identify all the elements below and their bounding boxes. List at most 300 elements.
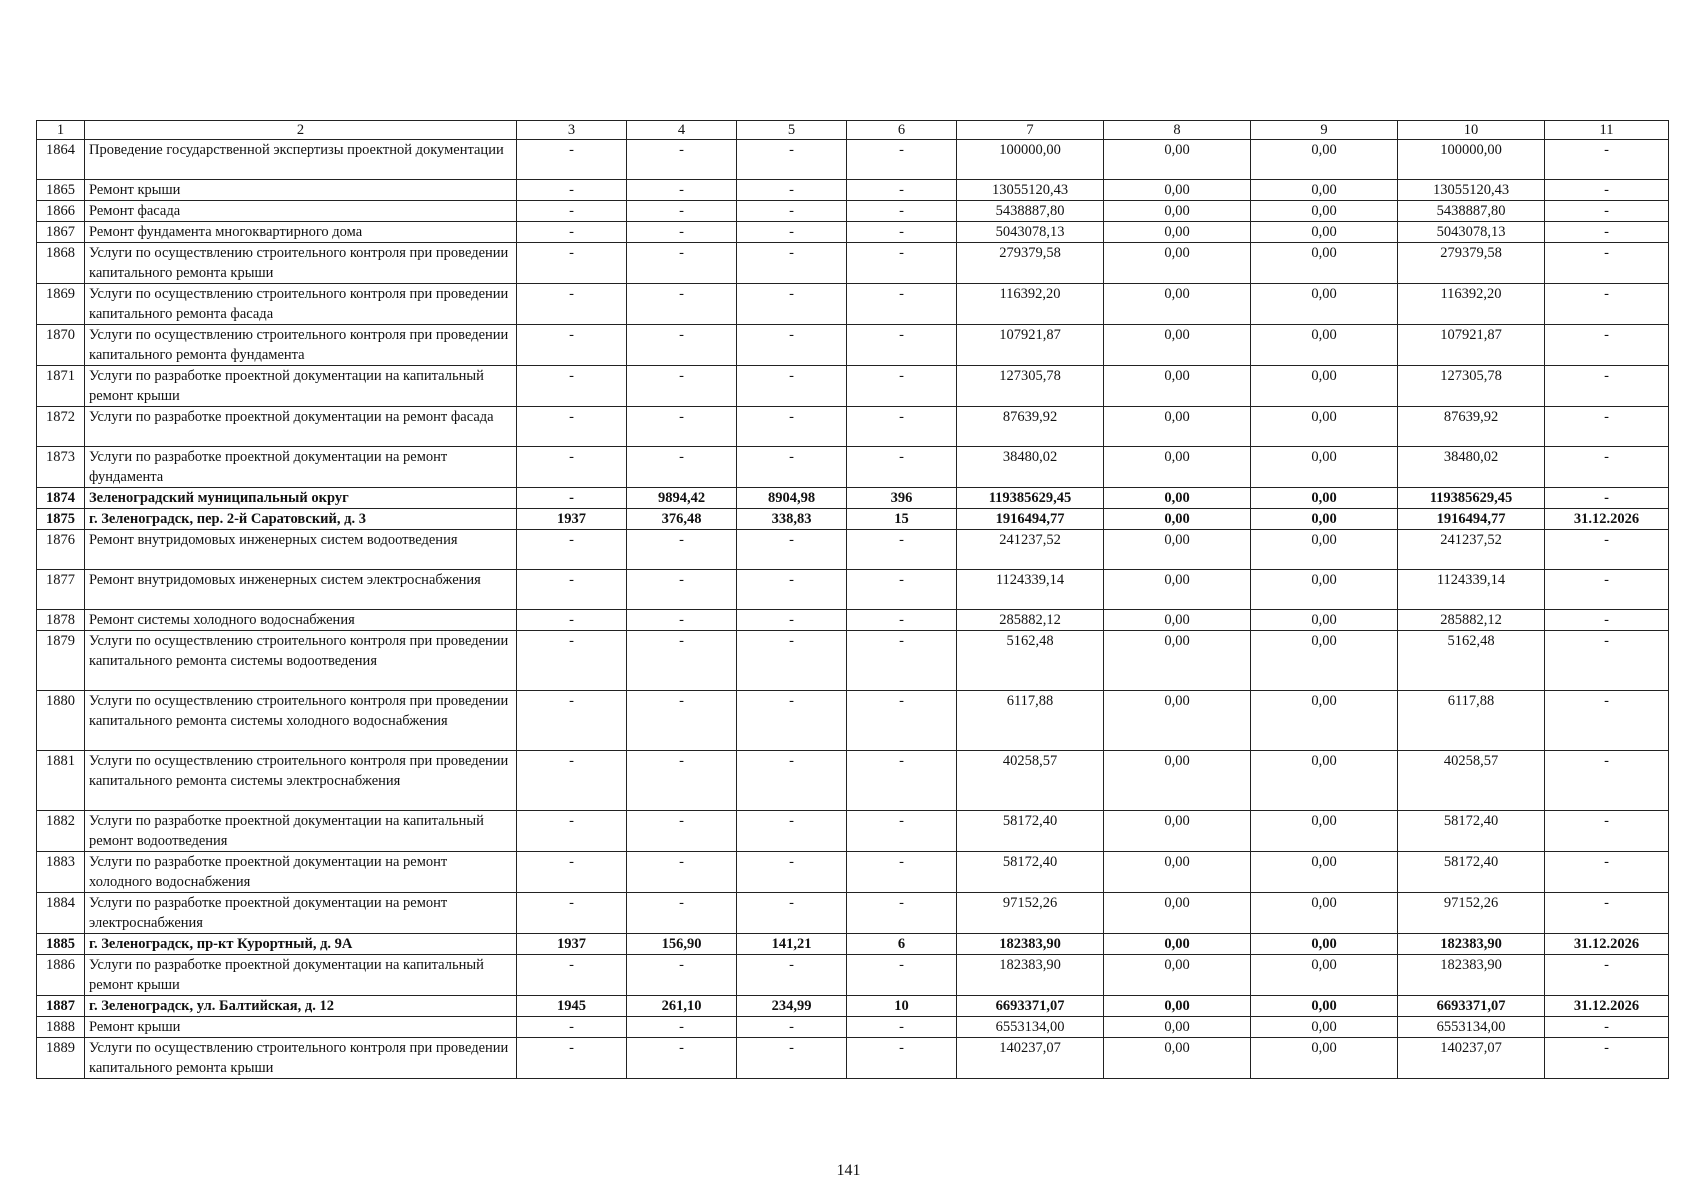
row-number: 1874: [37, 488, 85, 509]
row-number: 1887: [37, 996, 85, 1017]
table-row: [37, 140, 1669, 180]
col-9-amount: 0,00: [1251, 447, 1398, 488]
col-10-amount: 38480,02: [1398, 447, 1545, 488]
table-row: [37, 284, 1669, 325]
col-6-value: 15: [847, 509, 957, 530]
col-7-amount: 279379,58: [957, 243, 1104, 284]
col-11-deadline: -: [1545, 407, 1669, 447]
col-6-value: -: [847, 1017, 957, 1038]
table-row-group: [37, 934, 1669, 955]
col-5-value: -: [737, 1017, 847, 1038]
row-description: Ремонт крыши: [85, 1017, 517, 1038]
col-10-amount: 241237,52: [1398, 530, 1545, 570]
col-5-value: -: [737, 852, 847, 893]
col-9-amount: 0,00: [1251, 407, 1398, 447]
col-7-amount: 38480,02: [957, 447, 1104, 488]
col-5-value: 141,21: [737, 934, 847, 955]
col-8-amount: 0,00: [1104, 222, 1251, 243]
col-7-amount: 6693371,07: [957, 996, 1104, 1017]
col-11-deadline: -: [1545, 180, 1669, 201]
col-5-value: -: [737, 751, 847, 811]
col-7-amount: 182383,90: [957, 934, 1104, 955]
row-description: Услуги по разработке проектной документации на капитальный ремонт водоотведения: [85, 811, 517, 852]
col-11-deadline: -: [1545, 811, 1669, 852]
col-8-amount: 0,00: [1104, 893, 1251, 934]
col-6-value: -: [847, 447, 957, 488]
col-8-amount: 0,00: [1104, 751, 1251, 811]
col-11-deadline: -: [1545, 852, 1669, 893]
row-number: 1866: [37, 201, 85, 222]
col-10-amount: 116392,20: [1398, 284, 1545, 325]
row-number: 1879: [37, 631, 85, 691]
col-5-value: -: [737, 180, 847, 201]
table-row: [37, 751, 1669, 811]
col-4-value: 9894,42: [627, 488, 737, 509]
col-8-amount: 0,00: [1104, 934, 1251, 955]
col-3-value: -: [517, 1017, 627, 1038]
col-7-amount: 182383,90: [957, 955, 1104, 996]
col-7-amount: 241237,52: [957, 530, 1104, 570]
col-7-amount: 5438887,80: [957, 201, 1104, 222]
col-8-amount: 0,00: [1104, 1017, 1251, 1038]
col-5-value: -: [737, 222, 847, 243]
table-row-group: [37, 488, 1669, 509]
col-9-amount: 0,00: [1251, 201, 1398, 222]
col-10-amount: 13055120,43: [1398, 180, 1545, 201]
col-5-value: 8904,98: [737, 488, 847, 509]
col-8-amount: 0,00: [1104, 996, 1251, 1017]
col-6-value: -: [847, 325, 957, 366]
col-11-deadline: -: [1545, 751, 1669, 811]
col-7-amount: 87639,92: [957, 407, 1104, 447]
col-11-deadline: -: [1545, 955, 1669, 996]
row-description: Ремонт фасада: [85, 201, 517, 222]
col-11-deadline: 31.12.2026: [1545, 996, 1669, 1017]
row-description: Услуги по осуществлению строительного контроля при проведении капитального ремонта системы электроснабжения: [85, 751, 517, 811]
col-6-value: -: [847, 1038, 957, 1079]
table-row: [37, 570, 1669, 610]
col-11-deadline: -: [1545, 222, 1669, 243]
col-3-value: -: [517, 570, 627, 610]
table-row: [37, 1017, 1669, 1038]
col-9-amount: 0,00: [1251, 955, 1398, 996]
row-number: 1886: [37, 955, 85, 996]
col-3-value: -: [517, 811, 627, 852]
col-9-amount: 0,00: [1251, 893, 1398, 934]
row-description: Ремонт внутридомовых инженерных систем водоотведения: [85, 530, 517, 570]
header-col-5: 5: [737, 121, 847, 140]
col-7-amount: 58172,40: [957, 811, 1104, 852]
row-number: 1877: [37, 570, 85, 610]
row-description: Услуги по разработке проектной документации на капитальный ремонт крыши: [85, 955, 517, 996]
col-9-amount: 0,00: [1251, 530, 1398, 570]
col-9-amount: 0,00: [1251, 140, 1398, 180]
row-number: 1873: [37, 447, 85, 488]
col-11-deadline: 31.12.2026: [1545, 509, 1669, 530]
col-6-value: -: [847, 530, 957, 570]
row-description: Проведение государственной экспертизы проектной документации: [85, 140, 517, 180]
col-4-value: 156,90: [627, 934, 737, 955]
col-10-amount: 1916494,77: [1398, 509, 1545, 530]
col-10-amount: 6553134,00: [1398, 1017, 1545, 1038]
col-10-amount: 279379,58: [1398, 243, 1545, 284]
row-number: 1869: [37, 284, 85, 325]
col-10-amount: 100000,00: [1398, 140, 1545, 180]
col-10-amount: 1124339,14: [1398, 570, 1545, 610]
table-row: [37, 610, 1669, 631]
col-7-amount: 58172,40: [957, 852, 1104, 893]
col-8-amount: 0,00: [1104, 407, 1251, 447]
row-number: 1865: [37, 180, 85, 201]
col-10-amount: 182383,90: [1398, 934, 1545, 955]
col-11-deadline: -: [1545, 447, 1669, 488]
col-4-value: 261,10: [627, 996, 737, 1017]
col-5-value: -: [737, 243, 847, 284]
col-5-value: -: [737, 201, 847, 222]
table-row: [37, 893, 1669, 934]
col-10-amount: 127305,78: [1398, 366, 1545, 407]
table-row: [37, 366, 1669, 407]
col-8-amount: 0,00: [1104, 570, 1251, 610]
col-10-amount: 285882,12: [1398, 610, 1545, 631]
table-row-group: [37, 509, 1669, 530]
row-number: 1867: [37, 222, 85, 243]
header-col-2: 2: [85, 121, 517, 140]
row-description: Ремонт крыши: [85, 180, 517, 201]
col-8-amount: 0,00: [1104, 366, 1251, 407]
col-10-amount: 107921,87: [1398, 325, 1545, 366]
col-8-amount: 0,00: [1104, 631, 1251, 691]
table-row: [37, 407, 1669, 447]
col-3-value: -: [517, 243, 627, 284]
row-description: Услуги по осуществлению строительного контроля при проведении капитального ремонта крыши: [85, 243, 517, 284]
col-5-value: -: [737, 631, 847, 691]
col-7-amount: 5043078,13: [957, 222, 1104, 243]
col-11-deadline: 31.12.2026: [1545, 934, 1669, 955]
row-number: 1875: [37, 509, 85, 530]
header-col-10: 10: [1398, 121, 1545, 140]
table-row: [37, 691, 1669, 751]
col-6-value: -: [847, 243, 957, 284]
col-4-value: 376,48: [627, 509, 737, 530]
row-description: Услуги по осуществлению строительного контроля при проведении капитального ремонта фасада: [85, 284, 517, 325]
col-6-value: -: [847, 284, 957, 325]
table-row: [37, 955, 1669, 996]
row-number: 1882: [37, 811, 85, 852]
col-9-amount: 0,00: [1251, 934, 1398, 955]
col-10-amount: 5162,48: [1398, 631, 1545, 691]
table-row: [37, 243, 1669, 284]
col-11-deadline: -: [1545, 1038, 1669, 1079]
col-7-amount: 5162,48: [957, 631, 1104, 691]
table-row: [37, 447, 1669, 488]
table-header: [37, 121, 1669, 140]
row-number: 1881: [37, 751, 85, 811]
row-description: Услуги по осуществлению строительного контроля при проведении капитального ремонта системы водоотведения: [85, 631, 517, 691]
col-3-value: -: [517, 530, 627, 570]
col-7-amount: 97152,26: [957, 893, 1104, 934]
col-6-value: -: [847, 180, 957, 201]
row-description: Услуги по разработке проектной документации на ремонт электроснабжения: [85, 893, 517, 934]
header-col-4: 4: [627, 121, 737, 140]
row-number: 1889: [37, 1038, 85, 1079]
col-6-value: -: [847, 201, 957, 222]
works-table: [36, 120, 1669, 1079]
col-3-value: -: [517, 610, 627, 631]
col-3-value: -: [517, 488, 627, 509]
col-11-deadline: -: [1545, 488, 1669, 509]
col-4-value: -: [627, 893, 737, 934]
col-8-amount: 0,00: [1104, 955, 1251, 996]
row-number: 1888: [37, 1017, 85, 1038]
col-4-value: -: [627, 631, 737, 691]
row-number: 1870: [37, 325, 85, 366]
header-col-7: 7: [957, 121, 1104, 140]
col-10-amount: 6693371,07: [1398, 996, 1545, 1017]
col-5-value: -: [737, 893, 847, 934]
table-row: [37, 180, 1669, 201]
page-number: 141: [836, 1162, 861, 1179]
col-8-amount: 0,00: [1104, 243, 1251, 284]
col-4-value: -: [627, 243, 737, 284]
row-number: 1876: [37, 530, 85, 570]
col-8-amount: 0,00: [1104, 811, 1251, 852]
row-description: г. Зеленоградск, ул. Балтийская, д. 12: [85, 996, 517, 1017]
row-description: Ремонт внутридомовых инженерных систем электроснабжения: [85, 570, 517, 610]
col-8-amount: 0,00: [1104, 180, 1251, 201]
col-7-amount: 40258,57: [957, 751, 1104, 811]
col-9-amount: 0,00: [1251, 366, 1398, 407]
col-4-value: -: [627, 407, 737, 447]
col-7-amount: 6553134,00: [957, 1017, 1104, 1038]
col-6-value: -: [847, 140, 957, 180]
table-row: [37, 222, 1669, 243]
col-8-amount: 0,00: [1104, 201, 1251, 222]
col-9-amount: 0,00: [1251, 996, 1398, 1017]
col-9-amount: 0,00: [1251, 243, 1398, 284]
col-6-value: 396: [847, 488, 957, 509]
col-7-amount: 285882,12: [957, 610, 1104, 631]
row-number: 1884: [37, 893, 85, 934]
col-10-amount: 97152,26: [1398, 893, 1545, 934]
row-number: 1868: [37, 243, 85, 284]
col-6-value: -: [847, 610, 957, 631]
col-5-value: -: [737, 811, 847, 852]
col-3-value: -: [517, 140, 627, 180]
col-3-value: -: [517, 325, 627, 366]
col-5-value: -: [737, 530, 847, 570]
row-number: 1883: [37, 852, 85, 893]
col-9-amount: 0,00: [1251, 222, 1398, 243]
col-9-amount: 0,00: [1251, 325, 1398, 366]
col-9-amount: 0,00: [1251, 1017, 1398, 1038]
col-4-value: -: [627, 140, 737, 180]
col-6-value: -: [847, 852, 957, 893]
col-3-value: -: [517, 447, 627, 488]
col-11-deadline: -: [1545, 366, 1669, 407]
row-description: г. Зеленоградск, пер. 2-й Саратовский, д. 3: [85, 509, 517, 530]
table-row: [37, 631, 1669, 691]
table-row: [37, 325, 1669, 366]
col-11-deadline: -: [1545, 1017, 1669, 1038]
row-number: 1872: [37, 407, 85, 447]
col-6-value: -: [847, 955, 957, 996]
header-col-3: 3: [517, 121, 627, 140]
table-row: [37, 852, 1669, 893]
row-number: 1885: [37, 934, 85, 955]
row-description: Услуги по разработке проектной документации на ремонт фасада: [85, 407, 517, 447]
col-3-value: -: [517, 180, 627, 201]
row-description: Услуги по осуществлению строительного контроля при проведении капитального ремонта системы холодного водоснабжения: [85, 691, 517, 751]
col-5-value: -: [737, 407, 847, 447]
col-11-deadline: -: [1545, 893, 1669, 934]
col-8-amount: 0,00: [1104, 284, 1251, 325]
col-11-deadline: -: [1545, 243, 1669, 284]
col-5-value: -: [737, 366, 847, 407]
table-row: [37, 201, 1669, 222]
col-4-value: -: [627, 811, 737, 852]
row-description: Услуги по осуществлению строительного контроля при проведении капитального ремонта фундамента: [85, 325, 517, 366]
col-11-deadline: -: [1545, 530, 1669, 570]
col-4-value: -: [627, 447, 737, 488]
col-4-value: -: [627, 284, 737, 325]
row-number: 1880: [37, 691, 85, 751]
col-3-value: -: [517, 1038, 627, 1079]
col-4-value: -: [627, 222, 737, 243]
col-10-amount: 87639,92: [1398, 407, 1545, 447]
col-7-amount: 13055120,43: [957, 180, 1104, 201]
col-9-amount: 0,00: [1251, 751, 1398, 811]
col-8-amount: 0,00: [1104, 691, 1251, 751]
col-10-amount: 5043078,13: [1398, 222, 1545, 243]
col-7-amount: 116392,20: [957, 284, 1104, 325]
col-4-value: -: [627, 1038, 737, 1079]
col-3-value: -: [517, 366, 627, 407]
col-3-value: 1937: [517, 934, 627, 955]
col-5-value: 338,83: [737, 509, 847, 530]
col-8-amount: 0,00: [1104, 1038, 1251, 1079]
col-5-value: -: [737, 691, 847, 751]
col-9-amount: 0,00: [1251, 631, 1398, 691]
col-9-amount: 0,00: [1251, 610, 1398, 631]
col-9-amount: 0,00: [1251, 509, 1398, 530]
col-7-amount: 127305,78: [957, 366, 1104, 407]
col-7-amount: 1916494,77: [957, 509, 1104, 530]
col-6-value: -: [847, 570, 957, 610]
col-7-amount: 119385629,45: [957, 488, 1104, 509]
col-3-value: -: [517, 751, 627, 811]
col-3-value: -: [517, 201, 627, 222]
col-11-deadline: -: [1545, 610, 1669, 631]
col-11-deadline: -: [1545, 325, 1669, 366]
col-5-value: -: [737, 284, 847, 325]
col-6-value: 10: [847, 996, 957, 1017]
row-description: Ремонт фундамента многоквартирного дома: [85, 222, 517, 243]
col-5-value: -: [737, 140, 847, 180]
col-7-amount: 107921,87: [957, 325, 1104, 366]
col-8-amount: 0,00: [1104, 447, 1251, 488]
col-10-amount: 40258,57: [1398, 751, 1545, 811]
col-4-value: -: [627, 180, 737, 201]
col-8-amount: 0,00: [1104, 140, 1251, 180]
col-4-value: -: [627, 955, 737, 996]
col-3-value: -: [517, 955, 627, 996]
col-10-amount: 5438887,80: [1398, 201, 1545, 222]
col-6-value: -: [847, 893, 957, 934]
col-5-value: -: [737, 610, 847, 631]
col-9-amount: 0,00: [1251, 1038, 1398, 1079]
col-10-amount: 140237,07: [1398, 1038, 1545, 1079]
col-10-amount: 119385629,45: [1398, 488, 1545, 509]
col-3-value: 1937: [517, 509, 627, 530]
col-5-value: -: [737, 325, 847, 366]
col-8-amount: 0,00: [1104, 610, 1251, 631]
table-row: [37, 530, 1669, 570]
col-6-value: -: [847, 691, 957, 751]
col-7-amount: 140237,07: [957, 1038, 1104, 1079]
col-10-amount: 182383,90: [1398, 955, 1545, 996]
col-4-value: -: [627, 366, 737, 407]
col-4-value: -: [627, 530, 737, 570]
col-7-amount: 100000,00: [957, 140, 1104, 180]
col-8-amount: 0,00: [1104, 530, 1251, 570]
header-col-1: 1: [37, 121, 85, 140]
row-number: 1871: [37, 366, 85, 407]
table-row: [37, 811, 1669, 852]
row-description: Услуги по разработке проектной документации на ремонт холодного водоснабжения: [85, 852, 517, 893]
col-6-value: -: [847, 811, 957, 852]
col-3-value: -: [517, 407, 627, 447]
col-3-value: -: [517, 284, 627, 325]
row-description: г. Зеленоградск, пр-кт Курортный, д. 9А: [85, 934, 517, 955]
col-3-value: -: [517, 893, 627, 934]
col-11-deadline: -: [1545, 691, 1669, 751]
col-9-amount: 0,00: [1251, 852, 1398, 893]
col-11-deadline: -: [1545, 631, 1669, 691]
col-4-value: -: [627, 691, 737, 751]
col-4-value: -: [627, 852, 737, 893]
col-5-value: -: [737, 447, 847, 488]
col-10-amount: 6117,88: [1398, 691, 1545, 751]
row-description: Услуги по разработке проектной документации на капитальный ремонт крыши: [85, 366, 517, 407]
col-4-value: -: [627, 201, 737, 222]
col-9-amount: 0,00: [1251, 570, 1398, 610]
col-4-value: -: [627, 751, 737, 811]
table-body: [37, 140, 1669, 1079]
col-5-value: -: [737, 1038, 847, 1079]
header-row: [37, 121, 1669, 140]
col-8-amount: 0,00: [1104, 488, 1251, 509]
header-col-11: 11: [1545, 121, 1669, 140]
col-3-value: -: [517, 852, 627, 893]
col-8-amount: 0,00: [1104, 325, 1251, 366]
row-number: 1864: [37, 140, 85, 180]
row-number: 1878: [37, 610, 85, 631]
col-8-amount: 0,00: [1104, 509, 1251, 530]
col-3-value: -: [517, 631, 627, 691]
col-10-amount: 58172,40: [1398, 852, 1545, 893]
col-4-value: -: [627, 610, 737, 631]
header-col-6: 6: [847, 121, 957, 140]
col-3-value: -: [517, 691, 627, 751]
col-4-value: -: [627, 570, 737, 610]
col-6-value: -: [847, 631, 957, 691]
col-11-deadline: -: [1545, 284, 1669, 325]
col-4-value: -: [627, 1017, 737, 1038]
col-11-deadline: -: [1545, 570, 1669, 610]
col-7-amount: 1124339,14: [957, 570, 1104, 610]
col-11-deadline: -: [1545, 140, 1669, 180]
